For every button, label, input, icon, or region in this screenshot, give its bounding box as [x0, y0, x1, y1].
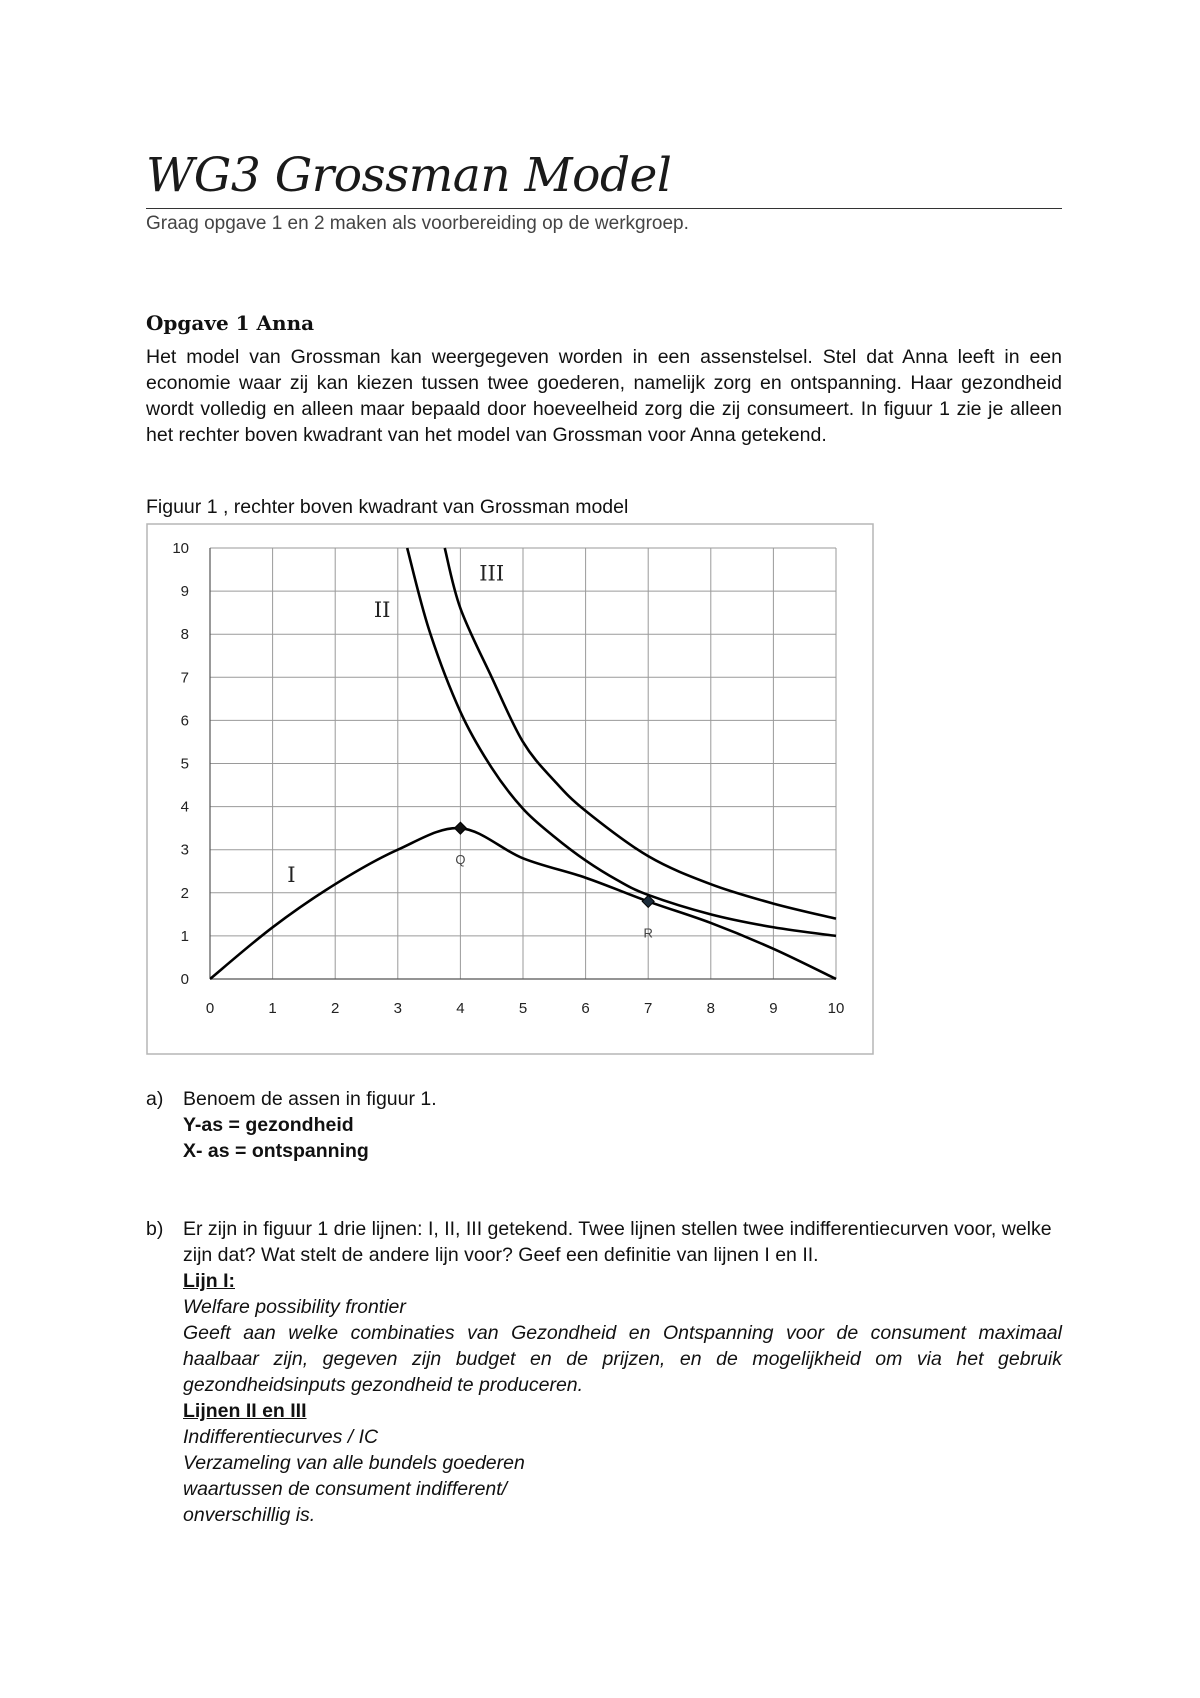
y-tick-label: 5: [180, 755, 189, 773]
x-tick-label: 7: [644, 1000, 653, 1017]
line-1-definition: Geeft aan welke combinaties van Gezondheid en Ontspanning voor de consument maximaal haalbaar zijn, gegeven zijn budget en de prijzen, en de mogelijkheid om via het gebruik gezondheidsinputs gezondheid te produceren.: [183, 1322, 1062, 1396]
chart-svg: [146, 523, 874, 1055]
lines-2-3-definition-1: Verzameling van alle bundels goederen: [183, 1452, 525, 1474]
y-tick-label: 2: [180, 884, 189, 902]
x-tick-label: 10: [827, 1000, 845, 1017]
line-1-name: Welfare possibility frontier: [183, 1296, 406, 1318]
y-tick-label: 0: [180, 971, 189, 988]
x-tick-label: 5: [518, 1000, 528, 1017]
answer-y-axis: Y-as = gezondheid: [183, 1114, 354, 1136]
chart-frame: [147, 524, 873, 1054]
figure-caption: Figuur 1 , rechter boven kwadrant van Grossman model: [146, 496, 629, 518]
y-tick-label: 3: [180, 841, 189, 859]
question-a-marker: a): [146, 1088, 164, 1110]
y-tick-label: 1: [180, 927, 189, 945]
x-tick-label: 8: [706, 1000, 715, 1017]
line-1-heading: Lijn I:: [183, 1270, 235, 1292]
x-tick-label: 1: [268, 1000, 277, 1017]
answer-x-axis: X- as = ontspanning: [183, 1140, 369, 1162]
y-tick-label: 10: [172, 540, 189, 557]
section-heading: Opgave 1 Anna: [146, 311, 315, 335]
figure-1-chart: [146, 523, 874, 1055]
series-label-I: I: [287, 863, 296, 888]
question-a-text: Benoem de assen in figuur 1.: [183, 1088, 437, 1110]
question-a: [146, 1086, 1062, 1164]
y-tick-label: 4: [180, 798, 189, 816]
lines-2-3-definition-2: waartussen de consument indifferent/: [183, 1478, 508, 1500]
x-tick-label: 4: [456, 1000, 465, 1017]
page-title: WG3 Grossman Model: [146, 148, 672, 203]
x-tick-label: 2: [331, 1000, 340, 1017]
y-tick-label: 8: [180, 626, 189, 644]
section-intro: Het model van Grossman kan weergegeven worden in een assenstelsel. Stel dat Anna leeft in een economie waar zij kan kiezen tussen twee goederen, namelijk zorg en ontspanning. Haar gezondheid wordt volledig en alleen maar bepaald door hoeveelheid zorg die zij consumeert. In figuur 1 zie je alleen het rechter boven kwadrant van het model van Grossman voor Anna getekend.: [146, 346, 1062, 446]
series-label-II: II: [373, 597, 391, 622]
question-b-marker: b): [146, 1218, 164, 1240]
question-b: [146, 1216, 1062, 1528]
y-tick-label: 6: [180, 712, 189, 730]
point-label-Q: Q: [455, 852, 466, 868]
point-label-R: R: [643, 925, 653, 941]
x-tick-label: 0: [205, 1000, 215, 1017]
y-tick-label: 7: [180, 669, 189, 687]
question-b-text: Er zijn in figuur 1 drie lijnen: I, II, III getekend. Twee lijnen stellen twee indifferentiecurven voor, welke zijn dat? Wat stelt de andere lijn voor? Geef een definitie van lijnen I en II.: [183, 1218, 1052, 1266]
title-divider: [146, 208, 1062, 209]
lines-2-3-definition-3: onverschillig is.: [183, 1504, 316, 1526]
y-tick-label: 9: [180, 583, 189, 601]
series-label-III: III: [479, 561, 505, 586]
x-tick-label: 3: [393, 1000, 402, 1017]
lines-2-3-heading: Lijnen II en III: [183, 1400, 307, 1422]
x-tick-label: 6: [581, 1000, 590, 1017]
page-subtitle: Graag opgave 1 en 2 maken als voorbereiding op de werkgroep.: [146, 213, 689, 234]
lines-2-3-name: Indifferentiecurves / IC: [183, 1426, 379, 1448]
x-tick-label: 9: [769, 1000, 778, 1017]
